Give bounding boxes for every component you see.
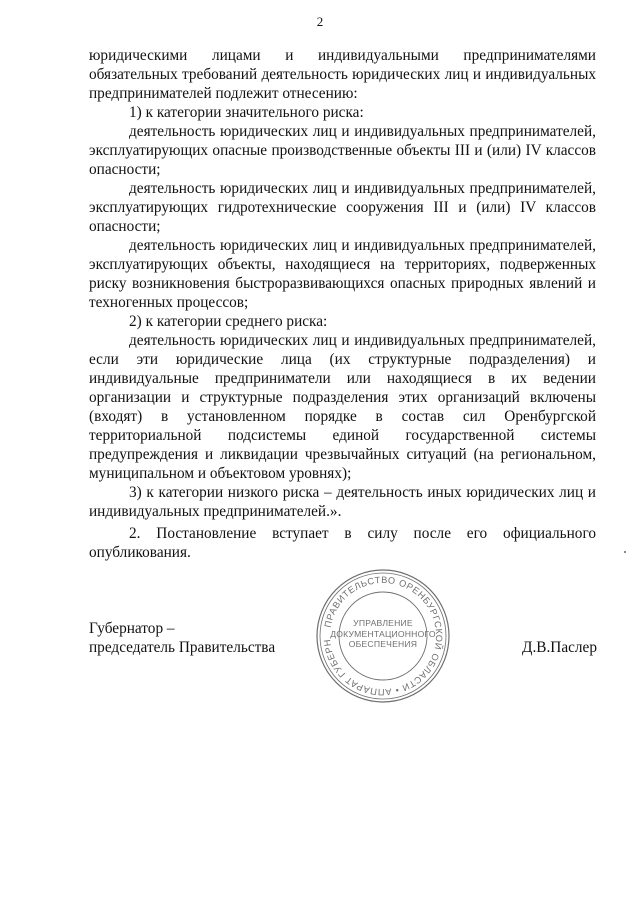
paragraph: деятельность юридических лиц и индивидуальных предпринимателей, эксплуатирующих опасные производственные объекты III и (или) IV классов опасности; <box>89 123 596 178</box>
paragraph: деятельность юридических лиц и индивидуальных предпринимателей, эксплуатирующих объекты, находящиеся на территориях, подверженных риску возникновения быстроразвивающихся опасных природных явлений и техногенных процессов; <box>89 237 596 311</box>
stamp-line: УПРАВЛЕНИЕ <box>353 618 413 628</box>
document-body <box>89 46 596 562</box>
page-number: 2 <box>316 14 324 29</box>
paragraph: 2. Постановление вступает в силу после его официального опубликования. <box>89 525 596 561</box>
stamp-line: ОБЕСПЕЧЕНИЯ <box>348 639 418 649</box>
paragraph: 1) к категории значительного риска: <box>129 104 364 121</box>
paragraph: 3) к категории низкого риска – деятельность иных юридических лиц и индивидуальных предпринимателей.». <box>89 484 596 520</box>
margin-dot <box>624 551 626 553</box>
paragraph: 2) к категории среднего риска: <box>129 313 328 330</box>
signature-block <box>89 619 597 657</box>
paragraph: деятельность юридических лиц и индивидуальных предпринимателей, эксплуатирующих гидротехнические сооружения III и (или) IV классов опасности; <box>89 180 596 235</box>
signatory-title: Губернатор – <box>89 620 175 637</box>
paragraph: юридическими лицами и индивидуальными предпринимателями обязательных требований деятельность юридических лиц и индивидуальных предпринимателей подлежит отнесению: <box>89 47 596 102</box>
signatory-name: Д.В.Паслер <box>522 639 597 656</box>
stamp-line: ДОКУМЕНТАЦИОННОГО <box>330 628 436 639</box>
stamp-ring-text: ПРАВИТЕЛЬСТВО ОРЕНБУРГСКОЙ ОБЛАСТИ • АППАРАТ ГУБЕРН <box>321 574 445 698</box>
paragraph: деятельность юридических лиц и индивидуальных предпринимателей, если эти юридические лица (их структурные подразделения) и индивидуальные предприниматели или находящиеся в их ведении организации и структурные подразделения этих организаций включены (входят) в установленном порядке в состав сил Оренбургской территориальной подсистемы единой государственной системы предупреждения и ликвидации чрезвычайных ситуаций (на региональном, муниципальном и объектовом уровнях); <box>89 332 596 482</box>
signatory-title-line2: председатель Правительства <box>89 639 276 656</box>
